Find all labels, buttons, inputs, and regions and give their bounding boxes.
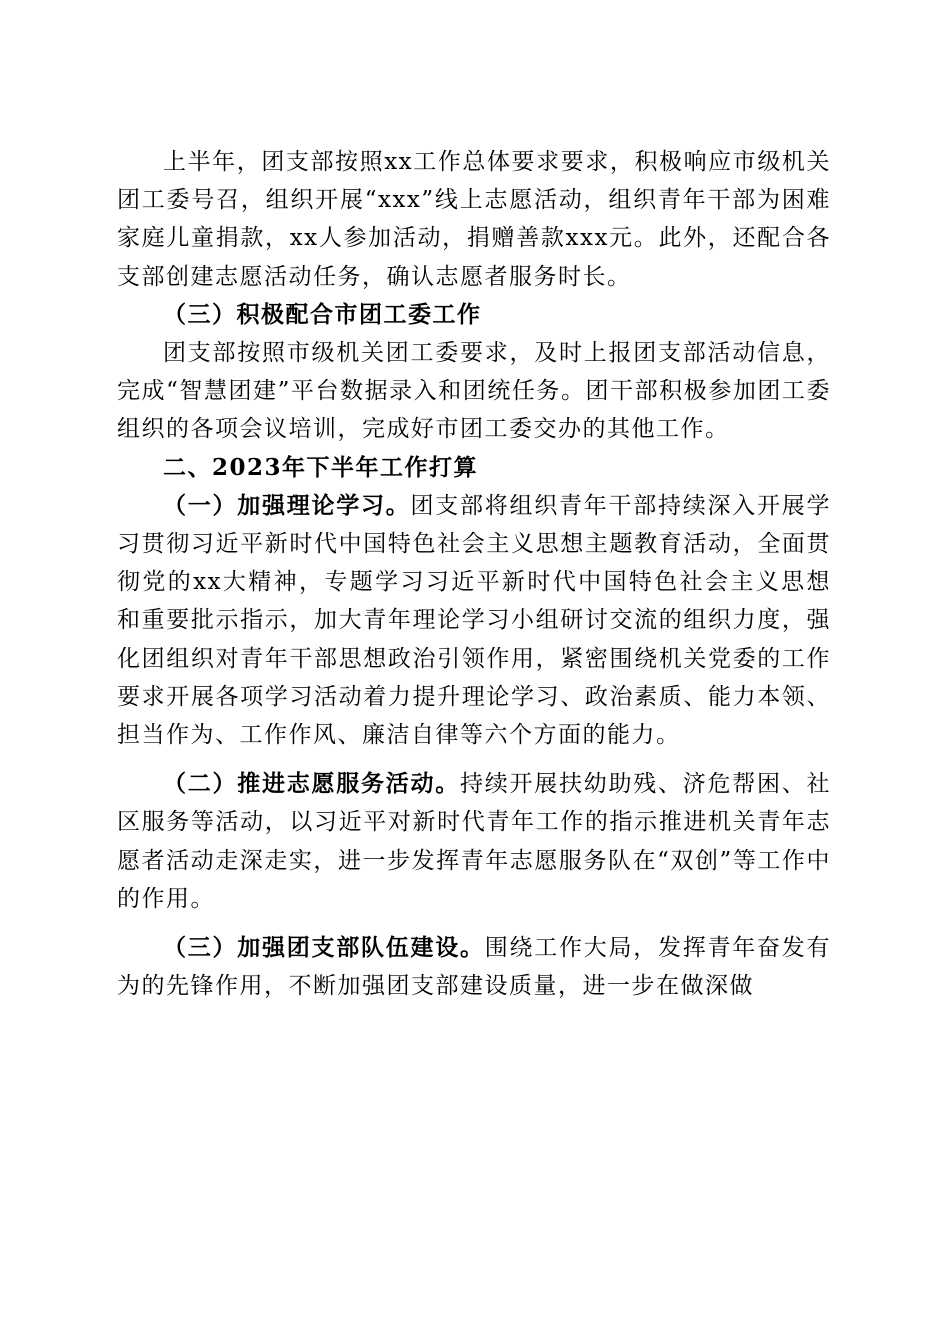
subheading-cooperate-committee: （三）积极配合市团工委工作 (163, 300, 482, 328)
plan-item-team-building (117, 929, 831, 1005)
plan-item-volunteer-service-body: 持续开展扶幼助残、济危帮困、社区服务等活动，以习近平对新时代青年工作的指示推进机关青年志愿者活动走深走实，进一步发挥青年志愿服务队在“双创”等工作中的作用。 (117, 771, 831, 912)
paragraph-cooperate-committee: 团支部按照市级机关团工委要求，及时上报团支部活动信息，完成“智慧团建”平台数据录入和团统任务。团干部积极参加团工委组织的各项会议培训，完成好市团工委交办的其他工作。 (117, 340, 831, 443)
plan-item-volunteer-service-lead: （二）推进志愿服务活动。 (163, 770, 460, 798)
plan-item-volunteer-service (117, 765, 831, 918)
paragraph-volunteer-summary: 上半年，团支部按照xx工作总体要求要求，积极响应市级机关团工委号召，组织开展“xxx”线上志愿活动，组织青年干部为困难家庭儿童捐款，xx人参加活动，捐赠善款xxx元。此外，还配合各支部创建志愿活动任务，确认志愿者服务时长。 (117, 149, 831, 290)
plan-item-team-building-body: 围绕工作大局，发挥青年奋发有为的先锋作用，不断加强团支部建设质量，进一步在做深做 (117, 935, 831, 1000)
plan-item-team-building-lead: （三）加强团支部队伍建设。 (163, 934, 485, 962)
plan-item-theory-study-body: 团支部将组织青年干部持续深入开展学习贯彻习近平新时代中国特色社会主义思想主题教育活动，全面贯彻党的xx大精神，专题学习习近平新时代中国特色社会主义思想和重要批示指示，加大青年理论学习小组研讨交流的组织力度，强化团组织对青年干部思想政治引领作用，紧密围绕机关党委的工作要求开展各项学习活动着力提升理论学习、政治素质、能力本领、担当作为、工作作风、廉洁自律等六个方面的能力。 (117, 492, 831, 749)
plan-item-theory-study-lead: （一）加强理论学习。 (163, 491, 411, 519)
section-heading-second-half-plan: 二、2023年下半年工作打算 (163, 453, 479, 481)
document-body (117, 143, 831, 1005)
plan-item-theory-study (117, 487, 831, 754)
